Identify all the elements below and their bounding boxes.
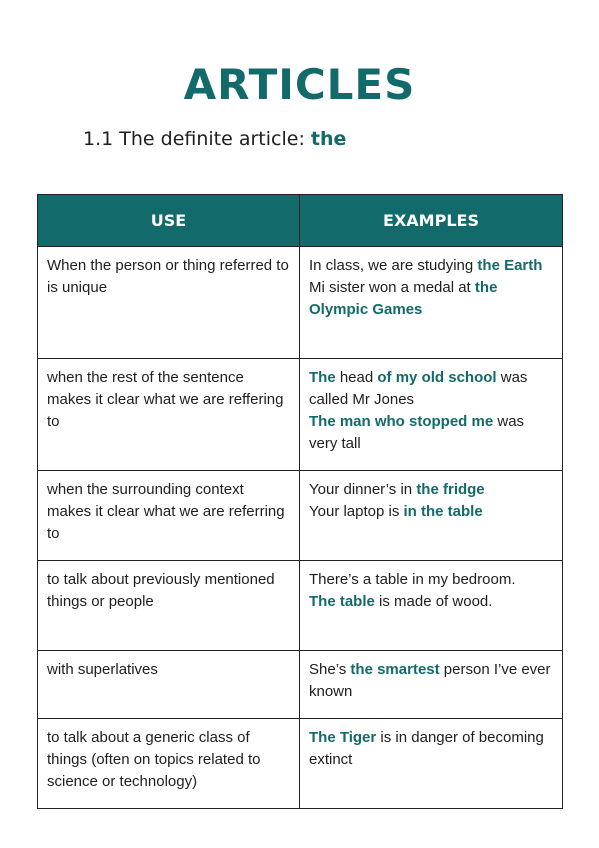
highlighted-phrase: The man who stopped me	[309, 413, 494, 430]
highlighted-phrase: The	[309, 369, 336, 386]
section-subtitle	[83, 128, 346, 150]
example-sentence	[309, 591, 554, 613]
highlighted-phrase: in the table	[403, 503, 483, 520]
usage-table	[37, 194, 563, 809]
table-row	[38, 359, 563, 471]
examples-cell	[300, 719, 563, 809]
use-cell: When the person or thing referred to is unique	[38, 247, 300, 359]
example-text: In class, we are studying	[309, 257, 478, 274]
highlighted-phrase: the Olympic Games	[309, 279, 498, 318]
use-cell: to talk about a generic class of things (often on topics related to science or technology)	[38, 719, 300, 809]
example-sentence	[309, 659, 554, 703]
example-text: is in danger of becoming extinct	[309, 729, 544, 768]
table-row	[38, 651, 563, 719]
example-text: Your laptop is	[309, 503, 404, 520]
example-text: is made of wood.	[374, 593, 493, 610]
examples-cell	[300, 247, 563, 359]
examples-cell	[300, 471, 563, 561]
example-text: head	[335, 369, 378, 386]
highlighted-phrase: the smartest	[350, 661, 440, 678]
table-row	[38, 471, 563, 561]
table-row	[38, 561, 563, 651]
use-cell: to talk about previously mentioned things or people	[38, 561, 300, 651]
table-header-row	[38, 195, 563, 247]
table-row	[38, 247, 563, 359]
example-text: was called Mr Jones	[309, 369, 528, 408]
example-sentence	[309, 411, 554, 455]
example-text: person I’ve ever known	[309, 661, 551, 700]
use-cell: when the rest of the sentence makes it clear what we are reffering to	[38, 359, 300, 471]
example-sentence	[309, 255, 554, 277]
examples-cell	[300, 359, 563, 471]
highlighted-phrase: the Earth	[477, 257, 543, 274]
example-text: Your dinner’s in	[309, 481, 417, 498]
example-sentence	[309, 277, 554, 321]
example-sentence	[309, 479, 554, 501]
highlighted-phrase: of my old school	[377, 369, 497, 386]
example-text: Mi sister won a medal at	[309, 279, 475, 296]
use-cell: with superlatives	[38, 651, 300, 719]
highlighted-phrase: The Tiger	[309, 729, 377, 746]
column-header-examples: EXAMPLES	[300, 195, 563, 247]
subtitle-prefix: 1.1 The definite article:	[83, 128, 311, 150]
page-title: ARTICLES	[183, 60, 416, 109]
subtitle-highlight: the	[310, 128, 347, 150]
examples-cell	[300, 651, 563, 719]
highlighted-phrase: the fridge	[416, 481, 485, 498]
example-sentence	[309, 569, 554, 591]
example-text: There’s a table in my bedroom.	[309, 571, 516, 588]
highlighted-phrase: The table	[309, 593, 375, 610]
example-sentence	[309, 727, 554, 771]
examples-cell	[300, 561, 563, 651]
example-sentence	[309, 367, 554, 411]
example-text: She’s	[309, 661, 351, 678]
column-header-use: USE	[38, 195, 300, 247]
table-row	[38, 719, 563, 809]
example-sentence	[309, 501, 554, 523]
example-text: was very tall	[309, 413, 525, 452]
use-cell: when the surrounding context makes it clear what we are referring to	[38, 471, 300, 561]
